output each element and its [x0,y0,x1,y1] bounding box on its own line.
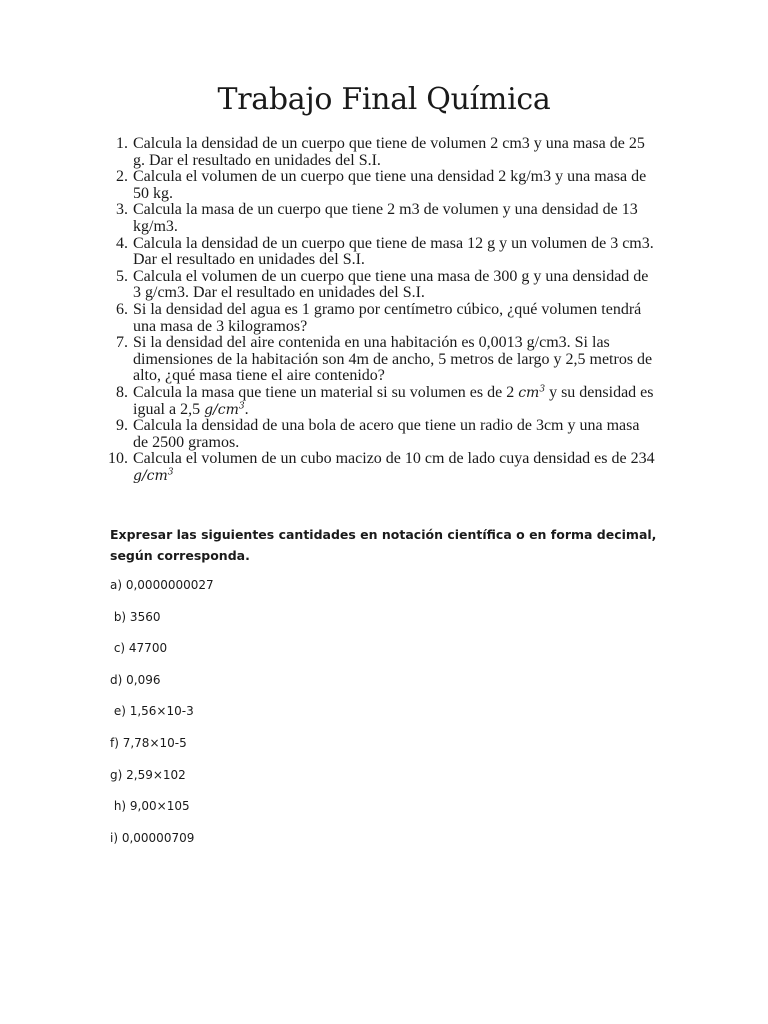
list-item: c) 47700 [110,641,168,656]
item-number: 5. [116,267,128,285]
item-text-b: y su densidad es igual a 2,5 [133,383,654,418]
item-text: Calcula la densidad de un cuerpo que tiene de volumen 2 cm3 y una masa de 25 g. Dar el resultado en unidades del S.I. [133,135,645,169]
quantity-list [110,575,214,859]
item-text: Calcula la masa de un cuerpo que tiene 2 m3 de volumen y una densidad de 13 kg/m3. [133,201,638,235]
math-unit [133,468,174,484]
list-item: f) 7,78×10-5 [110,735,187,750]
list-item [106,385,658,418]
item-number: 8. [116,383,128,401]
list-item: g) 2,59×102 [110,767,186,782]
item-number: 4. [116,234,128,252]
math-base: g/cm [204,401,239,418]
item-text: Calcula la densidad de un cuerpo que tiene de masa 12 g y un volumen de 3 cm3. Dar el resultado en unidades del S.I. [133,234,654,269]
list-item [106,236,658,269]
item-number: 6. [116,300,128,318]
list-item [106,202,658,235]
list-item [106,335,658,385]
item-number: 7. [116,334,128,352]
item-number: 1. [116,135,128,152]
math-exponent: 3 [238,400,245,411]
item-text: Calcula la densidad de una bola de acero que tiene un radio de 3cm y una masa de 2500 gramos. [133,417,640,451]
list-item: e) 1,56×10-3 [110,704,194,719]
item-text-c: . [244,400,249,418]
list-item [106,418,658,451]
page-title: Trabajo Final Química [217,82,551,117]
math-exponent: 3 [539,384,546,395]
list-item [106,136,658,169]
item-text: Si la densidad del agua es 1 gramo por centímetro cúbico, ¿qué volumen tendrá una masa de 3 kilogramos? [133,300,642,335]
item-number: 2. [116,168,128,186]
item-number: 9. [116,417,128,435]
math-unit [204,402,245,418]
list-item [106,269,658,302]
problem-list [106,136,658,484]
item-text: Si la densidad del aire contenida en una habitación es 0,0013 g/cm3. Si las dimensiones de la habitación son 4m de ancho, 5 metros de largo y 2,5 metros de alto, ¿qué masa tiene el aire contenido? [133,334,653,385]
item-number: 10. [108,450,128,468]
list-item: d) 0,096 [110,672,161,687]
list-item: b) 3560 [110,609,161,624]
list-item: i) 0,00000709 [110,830,195,845]
math-base: cm [518,384,540,401]
item-text: Calcula el volumen de un cuerpo que tiene una densidad 2 kg/m3 y una masa de 50 kg. [133,168,647,202]
math-unit [518,385,545,401]
section-heading: Expresar las siguientes cantidades en notación científica o en forma decimal, según corresponda. [110,527,657,563]
list-item: a) 0,0000000027 [110,578,214,592]
list-item [106,451,658,484]
item-number: 3. [116,201,128,219]
item-text-a: Calcula el volumen de un cubo macizo de 10 cm de lado cuya densidad es de 234 [133,450,655,468]
list-item [106,302,658,335]
list-item: h) 9,00×105 [110,799,190,814]
math-exponent: 3 [167,467,174,478]
list-item [106,169,658,202]
math-base: g/cm [133,467,168,484]
item-text: Calcula el volumen de un cuerpo que tiene una masa de 300 g y una densidad de 3 g/cm3. Dar el resultado en unidades del S.I. [133,267,649,302]
item-text-a: Calcula la masa que tiene un material si su volumen es de 2 [133,383,519,401]
